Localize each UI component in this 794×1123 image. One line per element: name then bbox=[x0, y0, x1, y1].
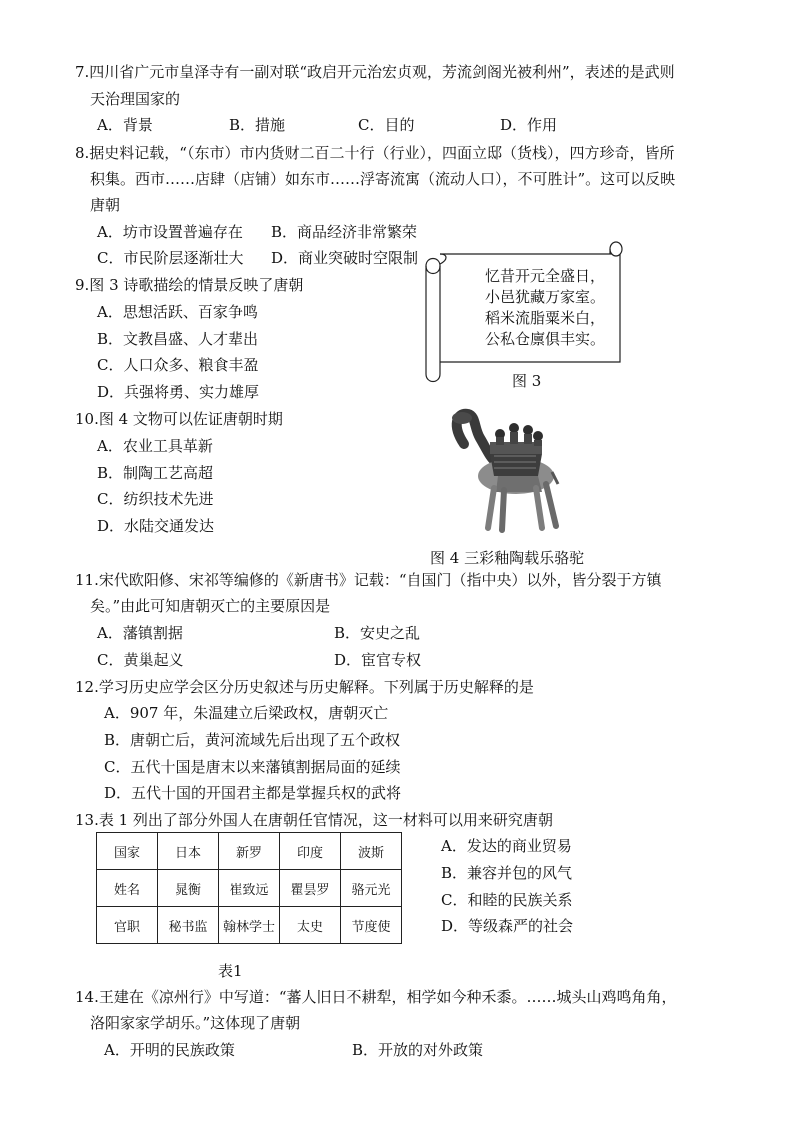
q14-option-b: B．开放的对外政策 bbox=[352, 1041, 484, 1059]
q7-stem-line2: 天治理国家的 bbox=[90, 90, 181, 108]
q10-stem: 10.图 4 文物可以佐证唐朝时期 bbox=[75, 410, 283, 428]
figure-4-caption: 图 4 三彩釉陶载乐骆驼 bbox=[430, 549, 585, 567]
table-cell: 新罗 bbox=[219, 833, 280, 870]
table-cell: 日本 bbox=[158, 833, 219, 870]
q8-option-a: A．坊市设置普遍存在 bbox=[97, 223, 243, 241]
table-cell: 节度使 bbox=[341, 907, 402, 944]
q10-option-b: B．制陶工艺高超 bbox=[97, 464, 214, 482]
q7-stem-line1: 7.四川省广元市皇泽寺有一副对联“政启开元治宏贞观，芳流剑阁光被利州”，表述的是武则 bbox=[75, 63, 675, 81]
table-cell: 国家 bbox=[97, 833, 158, 870]
q9-option-b: B．文教昌盛、人才辈出 bbox=[97, 330, 259, 348]
table-row bbox=[97, 907, 402, 944]
poem-line: 小邑犹藏万家室。 bbox=[484, 288, 605, 306]
q7-option-a: A．背景 bbox=[97, 116, 153, 134]
q12-option-b: B．唐朝亡后，黄河流域先后出现了五个政权 bbox=[104, 731, 401, 749]
table-cell: 太史 bbox=[280, 907, 341, 944]
table-1 bbox=[96, 832, 402, 944]
q8-stem-line1: 8.据史料记载，“（东市）市内货财二百二十行（行业），四面立邸（货栈），四方珍奇，皆所 bbox=[75, 144, 675, 162]
table-row bbox=[97, 833, 402, 870]
camel-icon bbox=[438, 404, 568, 534]
poem-line: 稻米流脂粟米白， bbox=[484, 309, 605, 327]
q8-option-b: B．商品经济非常繁荣 bbox=[271, 223, 418, 241]
q7-option-c: C．目的 bbox=[358, 116, 415, 134]
q7-option-d: D．作用 bbox=[500, 116, 558, 134]
table-cell: 波斯 bbox=[341, 833, 402, 870]
table-1-caption: 表1 bbox=[218, 962, 243, 980]
q10-option-a: A．农业工具革新 bbox=[97, 437, 213, 455]
q11-option-b: B．安史之乱 bbox=[334, 624, 421, 642]
poem-text bbox=[470, 266, 620, 350]
table-cell: 瞿昙罗 bbox=[280, 870, 341, 907]
q14-stem-line2: 洛阳家家学胡乐。”这体现了唐朝 bbox=[90, 1014, 301, 1032]
table-cell: 姓名 bbox=[97, 870, 158, 907]
q8-option-c: C．市民阶层逐渐壮大 bbox=[97, 249, 244, 267]
table-cell: 晁衡 bbox=[158, 870, 219, 907]
q11-option-d: D．宦官专权 bbox=[334, 651, 422, 669]
q10-option-c: C．纺织技术先进 bbox=[97, 490, 214, 508]
q11-stem-line2: 矣。”由此可知唐朝灭亡的主要原因是 bbox=[90, 597, 331, 615]
q12-option-c: C．五代十国是唐末以来藩镇割据局面的延续 bbox=[104, 758, 401, 776]
q13-option-a: A．发达的商业贸易 bbox=[441, 837, 572, 855]
q14-option-a: A．开明的民族政策 bbox=[104, 1041, 235, 1059]
q12-option-d: D．五代十国的开国君主都是掌握兵权的武将 bbox=[104, 784, 402, 802]
poem-line: 忆昔开元全盛日， bbox=[484, 267, 605, 285]
q11-option-a: A．藩镇割据 bbox=[97, 624, 183, 642]
q13-option-c: C．和睦的民族关系 bbox=[441, 891, 573, 909]
q12-option-a: A．907 年，朱温建立后梁政权，唐朝灭亡 bbox=[104, 704, 389, 722]
q7-option-b: B．措施 bbox=[229, 116, 286, 134]
table-cell: 翰林学士 bbox=[219, 907, 280, 944]
q14-stem-line1: 14.王建在《凉州行》中写道：“蕃人旧日不耕犁，相学如今种禾黍。……城头山鸡鸣角角， bbox=[75, 988, 677, 1006]
q9-option-c: C．人口众多、粮食丰盈 bbox=[97, 356, 259, 374]
q13-option-b: B．兼容并包的风气 bbox=[441, 864, 573, 882]
figure-3-scroll bbox=[420, 240, 630, 385]
q8-stem-line3: 唐朝 bbox=[90, 196, 121, 214]
table-row bbox=[97, 870, 402, 907]
table-cell: 印度 bbox=[280, 833, 341, 870]
q9-option-d: D．兵强将勇、实力雄厚 bbox=[97, 383, 260, 401]
poem-line: 公私仓廪俱丰实。 bbox=[484, 330, 605, 348]
figure-3-caption: 图 3 bbox=[512, 372, 542, 390]
q13-stem: 13.表 1 列出了部分外国人在唐朝任官情况，这一材料可以用来研究唐朝 bbox=[75, 811, 553, 829]
q10-option-d: D．水陆交通发达 bbox=[97, 517, 215, 535]
q13-option-d: D．等级森严的社会 bbox=[441, 917, 574, 935]
table-cell: 骆元光 bbox=[341, 870, 402, 907]
q8-option-d: D．商业突破时空限制 bbox=[271, 249, 419, 267]
figure-4-camel-image bbox=[438, 404, 568, 534]
q11-option-c: C．黄巢起义 bbox=[97, 651, 184, 669]
q8-stem-line2: 积集。西市……店肆（店铺）如东市……浮寄流寓（流动人口），不可胜计”。这可以反映 bbox=[90, 170, 676, 188]
q11-stem-line1: 11.宋代欧阳修、宋祁等编修的《新唐书》记载：“自国门（指中央）以外，皆分裂于方镇 bbox=[75, 571, 662, 589]
q9-stem: 9.图 3 诗歌描绘的情景反映了唐朝 bbox=[75, 276, 304, 294]
q12-stem: 12.学习历史应学会区分历史叙述与历史解释。下列属于历史解释的是 bbox=[75, 678, 534, 696]
table-cell: 秘书监 bbox=[158, 907, 219, 944]
table-cell: 崔致远 bbox=[219, 870, 280, 907]
table-cell: 官职 bbox=[97, 907, 158, 944]
q9-option-a: A．思想活跃、百家争鸣 bbox=[97, 303, 258, 321]
